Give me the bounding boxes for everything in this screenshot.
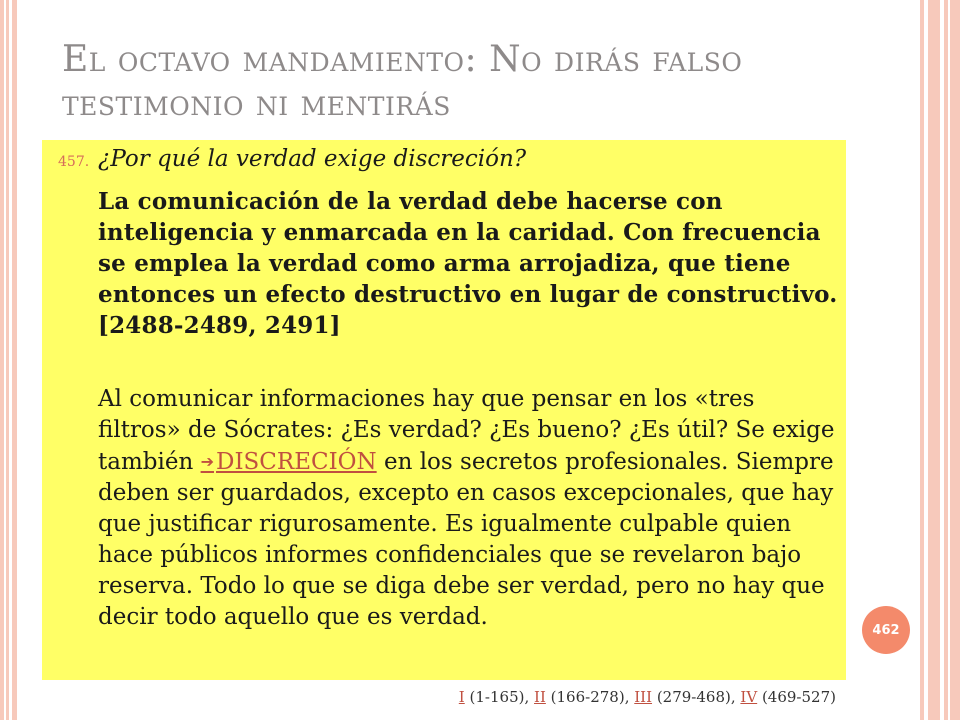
footer-navigation	[459, 688, 836, 706]
discrecion-link-label: DISCRECIÓN	[216, 449, 377, 475]
footer-range-part-1: (1-165),	[469, 688, 530, 706]
footer-link-part-2[interactable]: II	[534, 688, 546, 706]
content-box	[42, 140, 846, 680]
slide-title	[62, 38, 862, 126]
footer-link-part-4[interactable]: IV	[740, 688, 758, 706]
left-border-decoration	[0, 0, 20, 720]
title-line-2: testimonio ni mentirás	[62, 83, 451, 124]
footer-link-part-3[interactable]: III	[634, 688, 653, 706]
footer-range-part-3: (279-468),	[656, 688, 736, 706]
question-number: 457.	[58, 154, 90, 170]
discrecion-link[interactable]	[201, 449, 377, 475]
arrow-right-icon: ➔	[200, 452, 214, 471]
answer-paragraph	[98, 384, 842, 633]
footer-link-part-1[interactable]: I	[458, 688, 465, 706]
answer-text-before: Al comunicar informaciones hay que pensar en los «tres filtros» de Sócrates: ¿Es verdad? ¿Es bueno? ¿Es útil? Se exige también	[98, 386, 835, 475]
answer-text-after: en los secretos profesionales. Siempre deben ser guardados, excepto en casos excepcionales, que hay que justificar rigurosamente. Es igualmente culpable quien hace públicos informes confidenciales que se revelaron bajo reserva. Todo lo que se diga debe ser verdad, pero no hay que decir todo aquello que es verdad.	[98, 449, 834, 630]
answer-bold-paragraph: La comunicación de la verdad debe hacerse con inteligencia y enmarcada en la caridad. Con frecuencia se emplea la verdad como arma arrojadiza, que tiene entonces un efecto destructivo en lugar de constructivo. [2488-2489, 2491]	[98, 188, 838, 339]
footer-range-part-4: (469-527)	[761, 688, 836, 706]
slide-number-badge: 462	[862, 606, 910, 654]
question-text: ¿Por qué la verdad exige discreción?	[98, 146, 527, 172]
title-line-1: El octavo mandamiento: No dirás falso	[62, 39, 743, 80]
right-border-decoration	[920, 0, 960, 720]
footer-range-part-2: (166-278),	[550, 688, 630, 706]
